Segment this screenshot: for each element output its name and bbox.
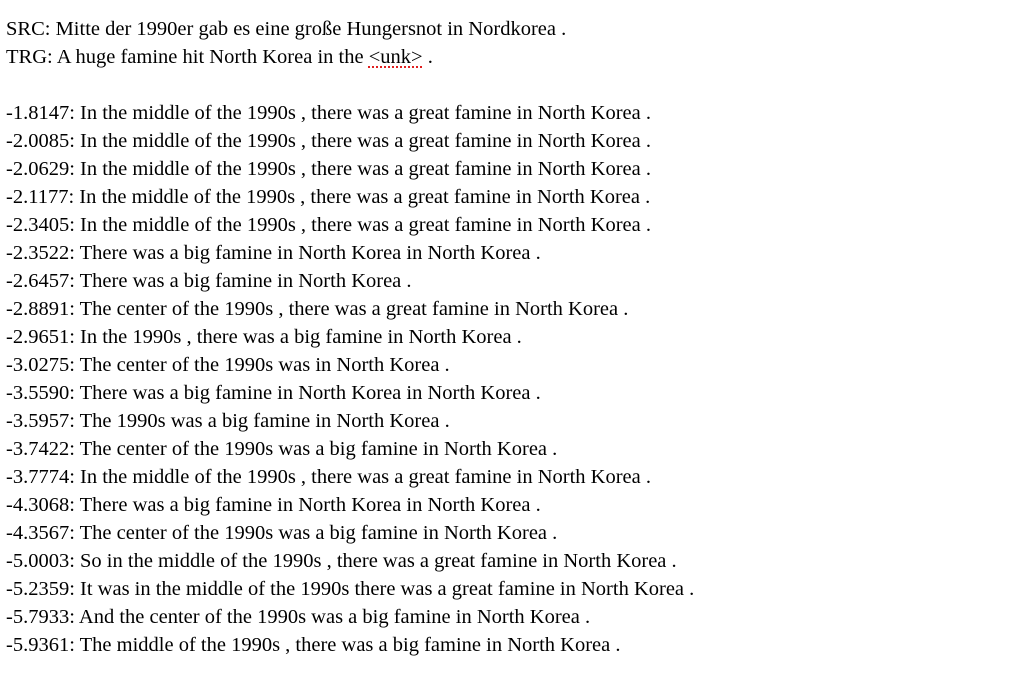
hypothesis-text: The center of the 1990s , there was a great famine in North Korea . bbox=[79, 298, 629, 320]
hypothesis-row: -2.0085: In the middle of the 1990s , there was a great famine in North Korea . bbox=[6, 130, 651, 152]
hypothesis-row: -5.7933: And the center of the 1990s was a big famine in North Korea . bbox=[6, 606, 591, 628]
target-label: TRG: bbox=[6, 46, 53, 68]
hypothesis-text: The center of the 1990s was a big famine in North Korea . bbox=[79, 522, 558, 544]
unk-token: <unk> bbox=[368, 46, 423, 68]
target-end: . bbox=[427, 46, 433, 68]
hypothesis-score: -2.3405 bbox=[6, 214, 70, 236]
hypothesis-row: -2.1177: In the middle of the 1990s , there was a great famine in North Korea . bbox=[6, 186, 651, 208]
target-sentence: A huge famine hit North Korea in the bbox=[56, 46, 364, 68]
hypothesis-score: -4.3068 bbox=[6, 494, 70, 516]
hypothesis-score: -2.8891 bbox=[6, 298, 70, 320]
hypothesis-row: -4.3567: The center of the 1990s was a big famine in North Korea . bbox=[6, 522, 558, 544]
hypothesis-text: In the middle of the 1990s , there was a great famine in North Korea . bbox=[80, 158, 651, 180]
hypothesis-text: In the middle of the 1990s , there was a great famine in North Korea . bbox=[80, 130, 651, 152]
hypothesis-row: -4.3068: There was a big famine in North Korea in North Korea . bbox=[6, 494, 541, 516]
hypothesis-text: There was a big famine in North Korea in North Korea . bbox=[79, 382, 541, 404]
hypothesis-score: -2.6457 bbox=[6, 270, 70, 292]
source-label: SRC: bbox=[6, 18, 51, 40]
hypothesis-text: In the middle of the 1990s , there was a great famine in North Korea . bbox=[79, 186, 651, 208]
hypothesis-list bbox=[6, 99, 1011, 659]
hypothesis-row: -2.8891: The center of the 1990s , there was a great famine in North Korea . bbox=[6, 298, 629, 320]
hypothesis-score: -2.9651 bbox=[6, 326, 70, 348]
hypothesis-text: The center of the 1990s was in North Korea . bbox=[79, 354, 450, 376]
hypothesis-score: -5.9361 bbox=[6, 634, 70, 656]
hypothesis-row: -2.0629: In the middle of the 1990s , there was a great famine in North Korea . bbox=[6, 158, 651, 180]
hypothesis-text: There was a big famine in North Korea in North Korea . bbox=[79, 242, 541, 264]
blank-line bbox=[6, 71, 1011, 99]
hypothesis-score: -1.8147 bbox=[6, 102, 70, 124]
hypothesis-score: -2.0085 bbox=[6, 130, 70, 152]
hypothesis-row: -1.8147: In the middle of the 1990s , there was a great famine in North Korea . bbox=[6, 102, 651, 124]
hypothesis-score: -5.2359 bbox=[6, 578, 70, 600]
hypothesis-score: -5.0003 bbox=[6, 550, 70, 572]
hypothesis-row: -2.3522: There was a big famine in North Korea in North Korea . bbox=[6, 242, 541, 264]
hypothesis-text: In the middle of the 1990s , there was a great famine in North Korea . bbox=[80, 214, 651, 236]
hypothesis-text: It was in the middle of the 1990s there was a great famine in North Korea . bbox=[80, 578, 695, 600]
source-line bbox=[6, 15, 1011, 43]
hypothesis-row: -2.3405: In the middle of the 1990s , there was a great famine in North Korea . bbox=[6, 214, 651, 236]
hypothesis-text: There was a big famine in North Korea in North Korea . bbox=[79, 494, 541, 516]
hypothesis-text: In the middle of the 1990s , there was a great famine in North Korea . bbox=[80, 466, 651, 488]
hypothesis-score: -5.7933 bbox=[6, 606, 70, 628]
hypothesis-row: -2.9651: In the 1990s , there was a big famine in North Korea . bbox=[6, 326, 522, 348]
hypothesis-row: -3.7774: In the middle of the 1990s , there was a great famine in North Korea . bbox=[6, 466, 651, 488]
hypothesis-text: In the 1990s , there was a big famine in North Korea . bbox=[80, 326, 522, 348]
hypothesis-row: -3.5590: There was a big famine in North Korea in North Korea . bbox=[6, 382, 541, 404]
hypothesis-text: And the center of the 1990s was a big famine in North Korea . bbox=[78, 606, 591, 628]
hypothesis-text: The middle of the 1990s , there was a big famine in North Korea . bbox=[79, 634, 621, 656]
hypothesis-row: -2.6457: There was a big famine in North Korea . bbox=[6, 270, 412, 292]
target-line bbox=[6, 43, 1011, 71]
hypothesis-text: So in the middle of the 1990s , there was a great famine in North Korea . bbox=[80, 550, 677, 572]
hypothesis-score: -3.7774 bbox=[6, 466, 70, 488]
hypothesis-row: -3.7422: The center of the 1990s was a big famine in North Korea . bbox=[6, 438, 558, 460]
hypothesis-text: There was a big famine in North Korea . bbox=[79, 270, 412, 292]
hypothesis-row: -5.0003: So in the middle of the 1990s , there was a great famine in North Korea . bbox=[6, 550, 677, 572]
hypothesis-row: -3.5957: The 1990s was a big famine in North Korea . bbox=[6, 410, 450, 432]
hypothesis-text: In the middle of the 1990s , there was a great famine in North Korea . bbox=[80, 102, 651, 124]
hypothesis-text: The 1990s was a big famine in North Korea . bbox=[79, 410, 450, 432]
document bbox=[6, 15, 1011, 659]
hypothesis-score: -2.3522 bbox=[6, 242, 70, 264]
hypothesis-score: -4.3567 bbox=[6, 522, 70, 544]
hypothesis-score: -2.1177 bbox=[6, 186, 69, 208]
hypothesis-text: The center of the 1990s was a big famine in North Korea . bbox=[79, 438, 558, 460]
hypothesis-row: -5.9361: The middle of the 1990s , there was a big famine in North Korea . bbox=[6, 634, 621, 656]
hypothesis-score: -2.0629 bbox=[6, 158, 70, 180]
hypothesis-row: -3.0275: The center of the 1990s was in North Korea . bbox=[6, 354, 450, 376]
hypothesis-score: -3.5590 bbox=[6, 382, 70, 404]
source-sentence: Mitte der 1990er gab es eine große Hungersnot in Nordkorea . bbox=[55, 18, 567, 40]
hypothesis-score: -3.0275 bbox=[6, 354, 70, 376]
hypothesis-score: -3.5957 bbox=[6, 410, 70, 432]
hypothesis-score: -3.7422 bbox=[6, 438, 70, 460]
hypothesis-row: -5.2359: It was in the middle of the 1990s there was a great famine in North Korea . bbox=[6, 578, 695, 600]
